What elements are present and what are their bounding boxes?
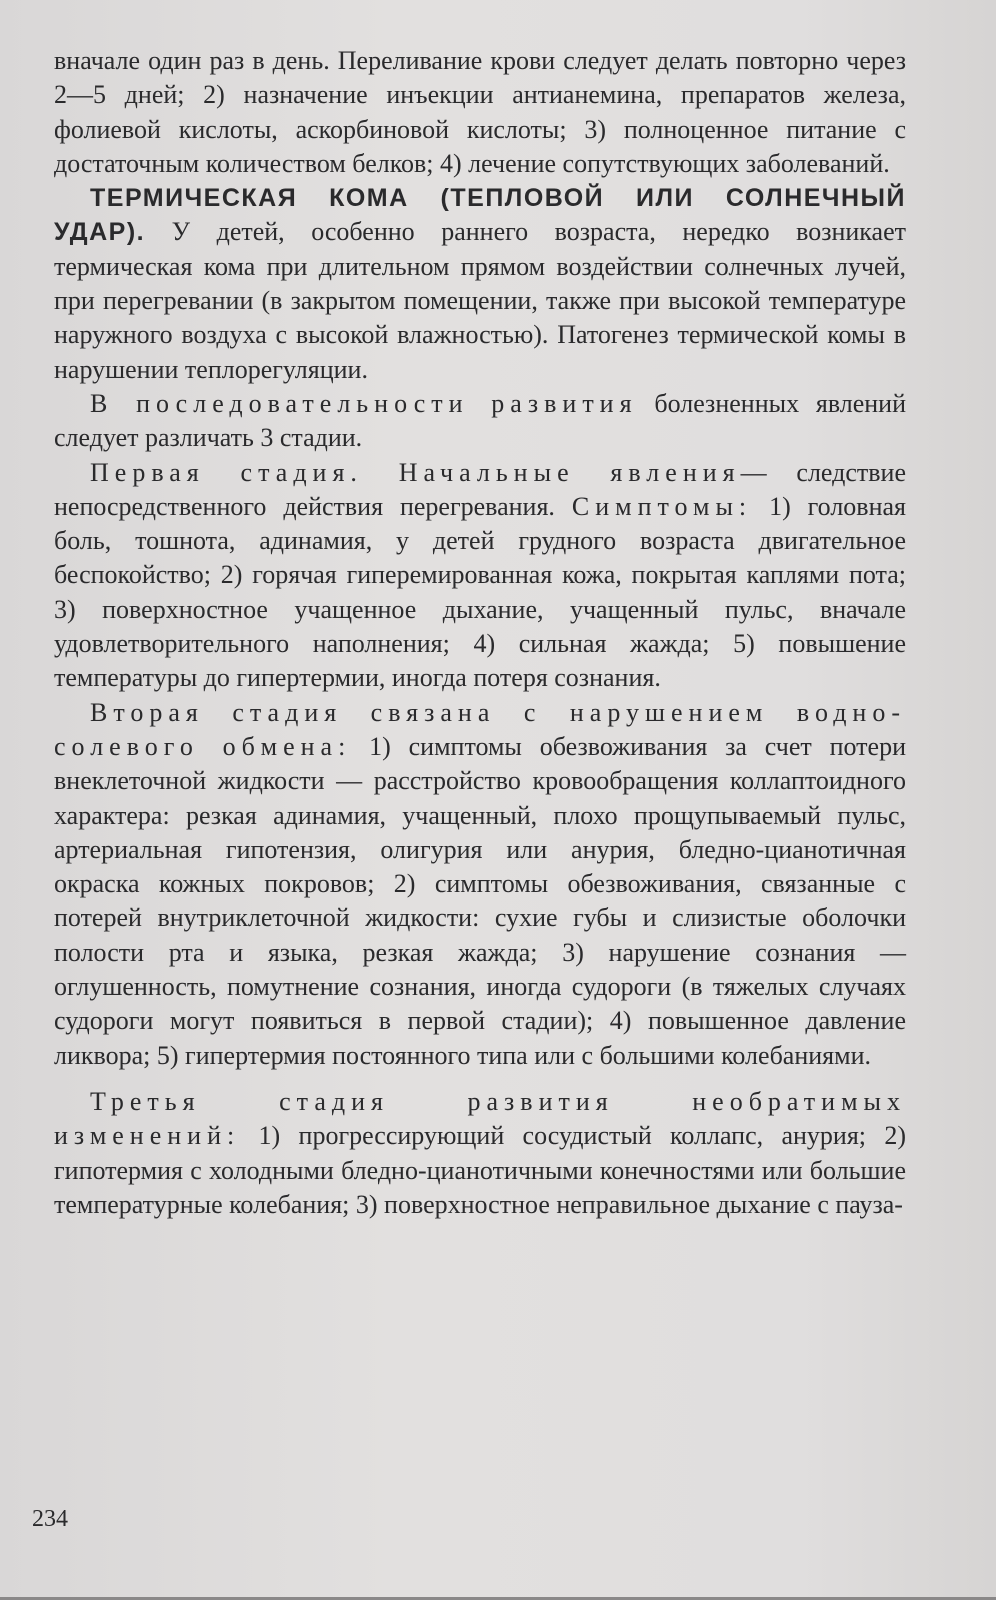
paragraph-first-stage — [54, 456, 906, 696]
spaced-emphasis: Вторая стадия связана с нарушением водно-солевого обмена: — [54, 697, 906, 761]
paragraph-thermal-coma — [54, 181, 906, 387]
paragraph-stages-intro — [54, 387, 906, 456]
spaced-emphasis: В последовательности развития — [90, 388, 638, 418]
page-number: 234 — [32, 1506, 68, 1532]
paragraph-text: У детей, особенно раннего возраста, нередко возникает термическая кома при длительном прямом воздействии солнечных лучей, при перегревании (в закрытом помещении, также при высокой температуре наружного воздуха с высокой влажностью). Патогенез термической комы в нарушении теплорегуляции. — [54, 217, 906, 384]
body-text — [54, 44, 906, 1222]
paragraph-text: вначале один раз в день. Переливание крови следует делать повторно через 2—5 дней; 2) назначение инъекции антианемина, препаратов железа, фолиевой кислоты, аскорбиновой кислоты; 3) полноценное питание с достаточным количеством белков; 4) лечение сопутствующих заболеваний. — [54, 46, 906, 178]
paragraph-text: 1) симптомы обезвоживания за счет потери внеклеточной жидкости — расстройство кровообращения коллаптоидного характера: резкая адинамия, учащенный, плохо прощупываемый пульс, артериальная гипотензия, олигурия или анурия, бледно-цианотичная окраска кожных покровов; 2) симптомы обезвоживания, связанные с потерей внутриклеточной жидкости: сухие губы и слизистые оболочки полости рта и языка, резкая жажда; 3) нарушение сознания — оглушенность, помутнение сознания, иногда судороги (в тяжелых случаях судороги могут появиться в первой стадии); 4) повышенное давление ликвора; 5) гипертермия постоянного типа или с большими колебаниями. — [54, 731, 906, 1070]
spaced-emphasis: Третья стадия развития необратимых изменений: — [54, 1086, 906, 1151]
spaced-emphasis: Первая стадия. Начальные явления — [90, 457, 741, 487]
paragraph-text: — следствие непосредственного действия перегревания. — [54, 457, 906, 521]
section-heading: ТЕРМИЧЕСКАЯ КОМА (ТЕПЛОВОЙ ИЛИ СОЛНЕЧНЫЙ УДАР). — [54, 184, 906, 247]
paragraph-treatment-continuation — [54, 44, 906, 181]
paragraph-second-stage — [54, 696, 906, 1073]
paragraph-third-stage — [54, 1085, 906, 1222]
paragraph-text: 1) прогрессирующий сосудистый коллапс, анурия; 2) гипотермия с холодными бледно-цианотичными конечностями или большие температурные колебания; 3) поверхностное неправильное дыхание с пауза- — [54, 1121, 906, 1219]
paragraph-text: болезненных явлений следует различать 3 стадии. — [54, 388, 907, 453]
spaced-emphasis-symptoms: Симптомы: — [571, 491, 753, 521]
paragraph-text-symptoms: 1) головная боль, тошнота, адинамия, у детей грудного возраста двигательное беспокойство; 2) горячая гиперемированная кожа, покрытая каплями пота; 3) поверхностное учащенное дыхание, учащенный пульс, вначале удовлетворительного наполнения; 4) сильная жажда; 5) повышение температуры до гипертермии, иногда потеря сознания. — [54, 491, 906, 693]
